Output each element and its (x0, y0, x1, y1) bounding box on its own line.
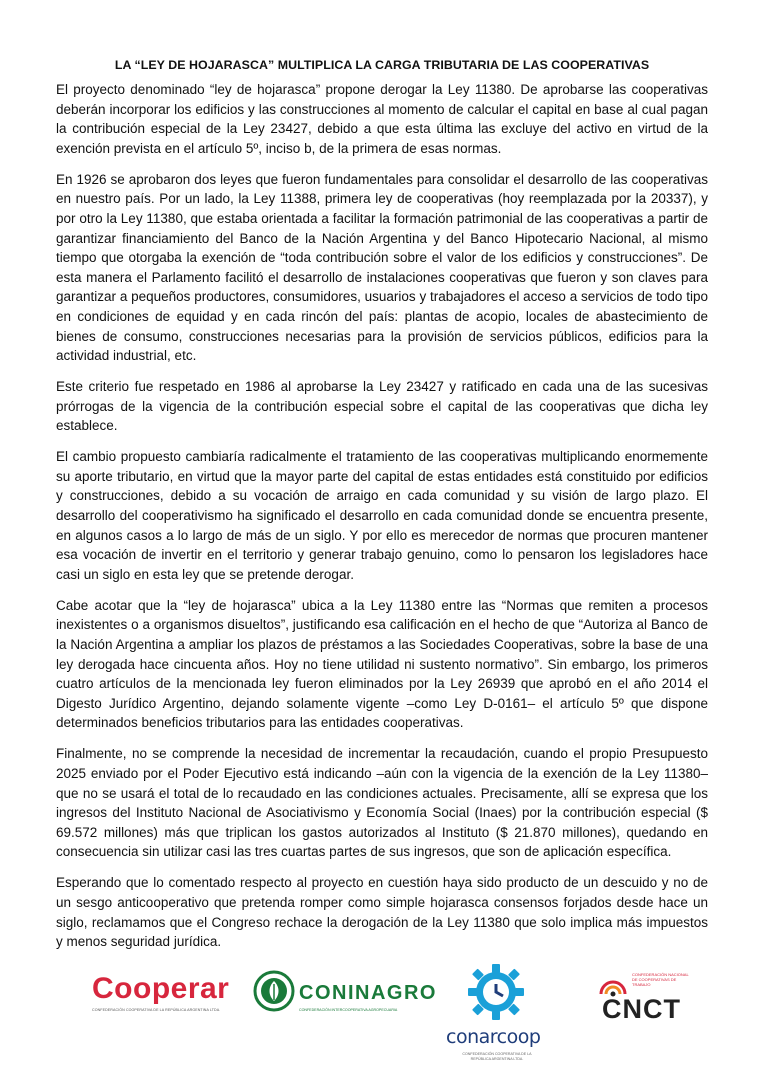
coninagro-emblem-icon (253, 970, 295, 1012)
paragraph: El cambio propuesto cambiaría radicalmente el tratamiento de las cooperativas multiplicando enormemente su aporte tributario, en virtud que la mayor parte del capital de estas entidades está constituido por edificios y construcciones, debido a su vocación de arraigo en cada comunidad y su visión de largo plazo. El desarrollo del cooperativismo ha significado el desarrollo en cada comunidad donde se encuentra presente, en algunos casos a lo largo de más de un siglo. Y por ello es merecedor de normas que procuren mantener esa vocación de invertir en el territorio y generar trabajo genuino, como lo pensaron los legisladores hace casi un siglo en esta ley que se pretende derogar. (56, 449, 708, 582)
paragraph: Cabe acotar que la “ley de hojarasca” ubica a la Ley 11380 entre las “Normas que remiten a procesos inexistentes o a organismos disueltos”, justificando esa calificación en el hecho de que “Autoriza al Banco de la Nación Argentina a ampliar los plazos de préstamos a las Sociedades Cooperativas, sobre la base de una ley derogada hace cincuenta años. Hoy no tiene utilidad ni sustento normativo”. Sin embargo, los primeros cuatro artículos de la mencionada ley fueron eliminados por la Ley 26939 que aprobó en el año 2014 el Digesto Jurídico Argentino, dejando solamente vigente –como Ley D-0161– el artículo 5º que dispone determinados beneficios tributarios para las entidades cooperativas. (56, 597, 708, 731)
cooperar-logo-wordmark: Cooperar (92, 972, 230, 1005)
coninagro-logo-wordmark: CONINAGRO (299, 982, 437, 1004)
conarcoop-logo-tagline: CONFEDERACIÓN COOPERATIVA DE LA REPÚBLICA ARGENTINA LTDA. (462, 1052, 532, 1061)
document-title: LA “LEY DE HOJARASCA” MULTIPLICA LA CARGA TRIBUTARIA DE LAS COOPERATIVAS (114, 58, 650, 72)
coninagro-logo-tagline: CONFEDERACIÓN INTERCOOPERATIVA AGROPECUARIA (299, 1008, 398, 1012)
cnct-logo-wordmark: CNCT (602, 994, 681, 1024)
cnct-logo (588, 968, 688, 1038)
paragraph: En 1926 se aprobaron dos leyes que fueron fundamentales para consolidar el desarrollo de las cooperativas en nuestro país. Por un lado, la Ley 11388, primera ley de cooperativas (hoy reemplazada por la 20337), y por otro la Ley 11380, que estaba orientada a facilitar la formación patrimonial de las cooperativas a partir de garantizar financiamiento del Banco de la Nación Argentina y del Banco Hipotecario Nacional, al mismo tiempo que otorgaba la exención de “toda contribución sobre el valor de los edificios y construcciones”. De esta manera el Parlamento facilitó el desarrollo de instalaciones cooperativas que fueron y son claves para garantizar a pequeños productores, consumidores, usuarios y trabajadores el acceso a servicios de todo tipo en condiciones de equidad y en cada rincón del país: plantas de acopio, locales de abastecimiento de bienes de consumo, construcciones necesarias para la provisión de servicios públicos, edificios para la actividad industrial, etc. (56, 171, 708, 364)
cnct-logo-tagline: CONFEDERACIÓN NACIONAL DE COOPERATIVAS DE TRABAJO (632, 972, 689, 987)
cooperar-logo-tagline: CONFEDERACIÓN COOPERATIVA DE LA REPÚBLICA ARGENTINA LTDA. (92, 1008, 221, 1012)
conarcoop-logo-wordmark: conarcoop (446, 1026, 541, 1048)
coninagro-logo (253, 970, 437, 1030)
logo-strip (0, 960, 764, 1080)
paragraph: El proyecto denominado “ley de hojarasca” propone derogar la Ley 11380. De aprobarse las cooperativas deberán incorporar los edificios y las construcciones al momento de calcular el capital en base al cual pagan la contribución especial de la Ley 23427, debido a que esta última las excluye del activo en virtud de la exención prevista en el artículo 5º, inciso b, de la primera de esas normas. (56, 82, 708, 156)
paragraph: Este criterio fue respetado en 1986 al aprobarse la Ley 23427 y ratificado en cada una de las sucesivas prórrogas de la vigencia de la contribución especial sobre el capital de las cooperativas que dicha ley establece. (56, 379, 708, 434)
document-body (56, 80, 708, 963)
conarcoop-logo (444, 960, 554, 1075)
cooperar-logo (92, 972, 252, 1012)
paragraph: Finalmente, no se comprende la necesidad de incrementar la recaudación, cuando el propio Presupuesto 2025 enviado por el Poder Ejecutivo está indicando –aún con la vigencia de la exención de la Ley 11380– que no se usará el total de lo recaudado en las condiciones actuales. Precisamente, allí se expresa que los ingresos del Instituto Nacional de Asociativismo y Economía Social (Inaes) por la contribución especial ($ 69.572 millones) más que triplican los gastos autorizados al Instituto ($ 21.870 millones), quedando en consecuencia sin utilizar casi las tres cuartas partes de sus ingresos, que son de aplicación específica. (56, 746, 708, 860)
paragraph: Esperando que lo comentado respecto al proyecto en cuestión haya sido producto de un descuido y no de un sesgo anticooperativo que pretenda romper como simple hojarasca consensos forjados desde hace un siglo, reclamamos que el Congreso rechace la derogación de la Ley 11380 que solo implica más impuestos y menos seguridad jurídica. (56, 875, 708, 950)
conarcoop-gear-icon (466, 962, 526, 1022)
